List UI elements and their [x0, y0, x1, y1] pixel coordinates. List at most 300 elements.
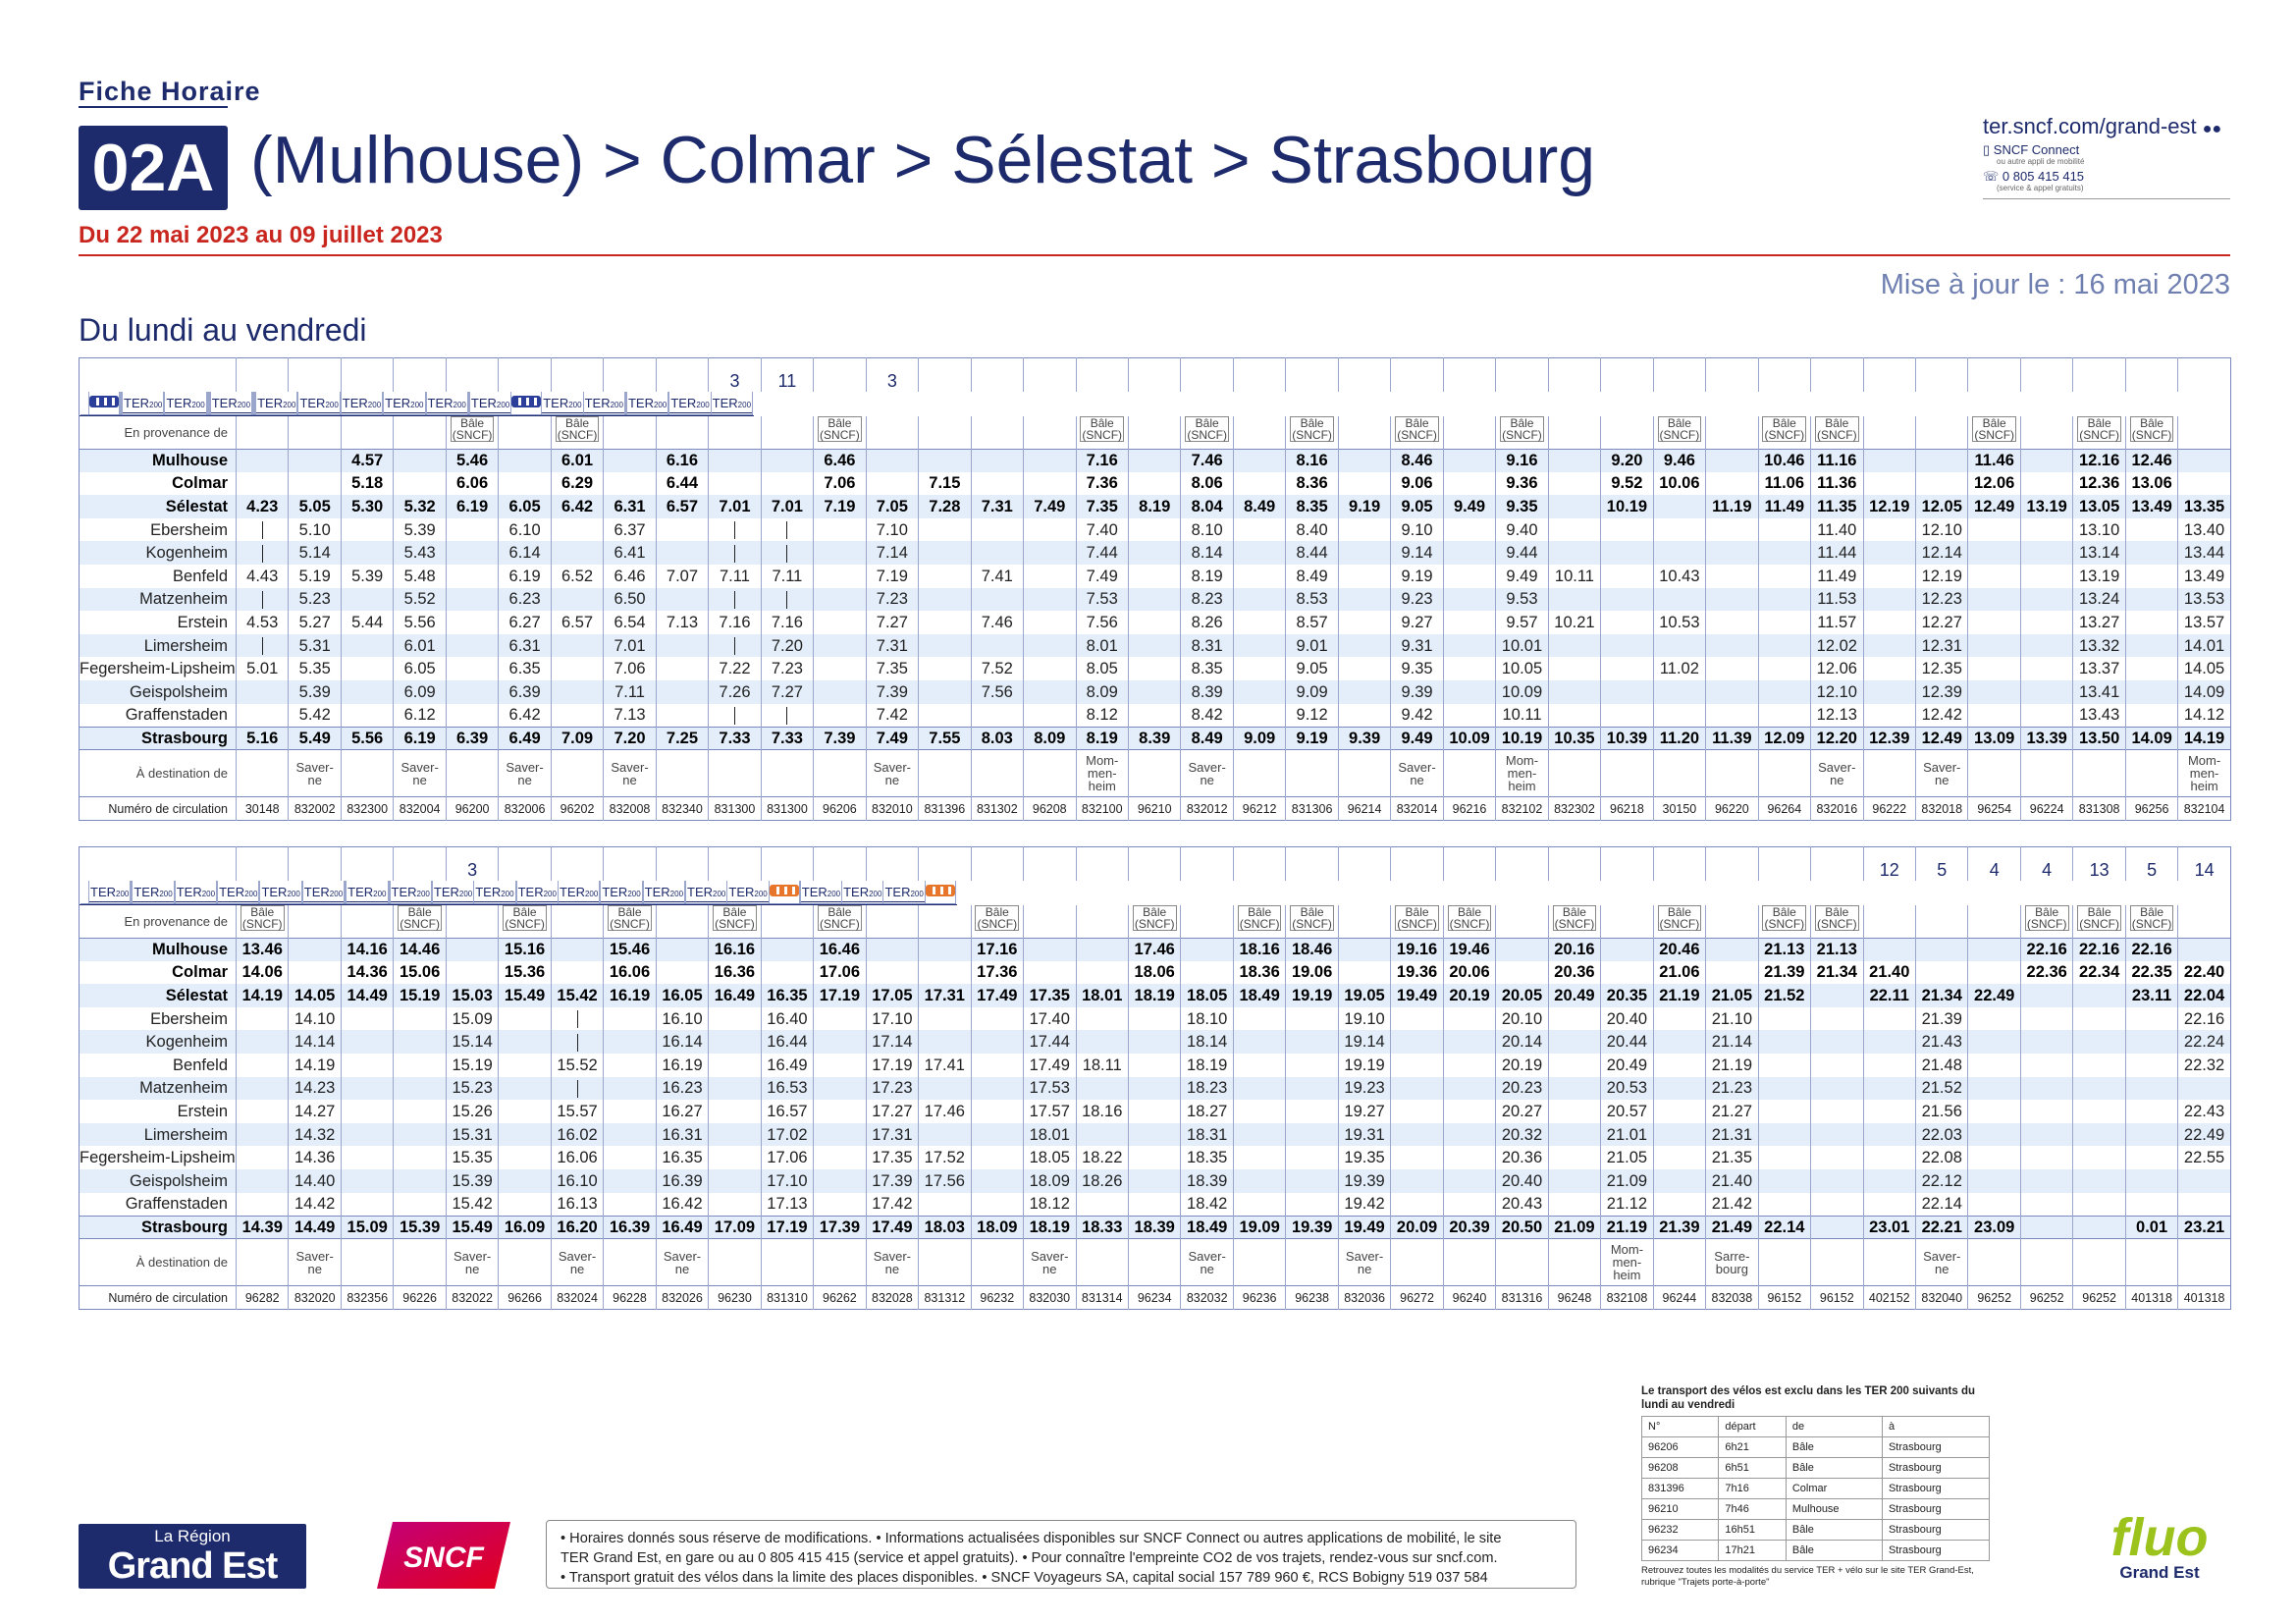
- origin-cell: [656, 416, 708, 449]
- time-cell: 14.36: [341, 961, 393, 985]
- station-row-graffenstaden: [80, 704, 2231, 728]
- time-cell: [1758, 1054, 1810, 1077]
- time-cell: 19.42: [1338, 1193, 1390, 1217]
- time-cell: 20.57: [1601, 1100, 1653, 1123]
- origin-cell: [1601, 416, 1653, 449]
- time-cell: [1706, 938, 1758, 961]
- footnote-ref: [446, 358, 498, 392]
- station-row-colmar: [80, 961, 2231, 985]
- time-cell: 7.06: [814, 472, 866, 496]
- time-cell: [814, 1193, 866, 1217]
- time-cell: [604, 472, 656, 496]
- time-cell: [1128, 657, 1180, 680]
- time-cell: [919, 588, 971, 612]
- time-cell: [2020, 449, 2072, 472]
- time-cell: [709, 1146, 761, 1169]
- time-cell: [1181, 938, 1233, 961]
- time-cell: 7.46: [1181, 449, 1233, 472]
- time-cell: [814, 611, 866, 634]
- pass-through-mark: [786, 521, 787, 539]
- timetable-1: [79, 357, 2231, 821]
- origin-cell: [2178, 416, 2230, 449]
- train-number: 96200: [446, 797, 498, 821]
- destination-cell: [237, 750, 289, 797]
- time-cell: [1233, 1007, 1285, 1031]
- time-cell: 23.11: [2125, 984, 2177, 1007]
- time-cell: [1968, 1146, 2020, 1169]
- train-number: 30150: [1653, 797, 1705, 821]
- train-number: 96152: [1811, 1286, 1863, 1310]
- bike-cell: 96234: [1642, 1541, 1719, 1561]
- time-cell: [971, 1007, 1023, 1031]
- time-cell: [1286, 1193, 1338, 1217]
- train-number: 832032: [1181, 1286, 1233, 1310]
- destination-cell: [1286, 1239, 1338, 1286]
- time-cell: 20.50: [1496, 1216, 1548, 1239]
- time-cell: [1233, 657, 1285, 680]
- time-cell: [919, 565, 971, 588]
- time-cell: [971, 1054, 1023, 1077]
- time-cell: [2125, 634, 2177, 658]
- time-cell: 8.12: [1076, 704, 1128, 728]
- time-cell: [919, 1123, 971, 1147]
- footnote-ref: [919, 847, 971, 881]
- train-number: 832002: [289, 797, 341, 821]
- time-cell: 4.43: [237, 565, 289, 588]
- time-cell: [1758, 1030, 1810, 1054]
- time-cell: 7.22: [709, 657, 761, 680]
- website-link[interactable]: ter.sncf.com/grand-est: [1983, 114, 2197, 138]
- time-cell: [2020, 1100, 2072, 1123]
- station-name: Benfeld: [173, 1056, 228, 1074]
- time-cell: 19.19: [1286, 984, 1338, 1007]
- time-cell: [604, 1100, 656, 1123]
- destination-cell: [1443, 1239, 1495, 1286]
- time-cell: 8.01: [1076, 634, 1128, 658]
- time-cell: [1076, 938, 1128, 961]
- time-cell: [2073, 1030, 2125, 1054]
- time-cell: 18.39: [1181, 1169, 1233, 1193]
- time-cell: 12.13: [1811, 704, 1863, 728]
- time-cell: [446, 541, 498, 565]
- time-cell: 11.39: [1706, 727, 1758, 750]
- time-cell: 19.49: [1338, 1216, 1390, 1239]
- time-cell: 20.10: [1496, 1007, 1548, 1031]
- note-row: [80, 847, 2231, 881]
- train-number: 832020: [289, 1286, 341, 1310]
- time-cell: [971, 1123, 1023, 1147]
- service-cell: [341, 392, 382, 415]
- time-cell: 9.19: [1391, 565, 1443, 588]
- time-cell: 6.23: [499, 588, 551, 612]
- time-cell: [709, 1054, 761, 1077]
- service-cell: [643, 881, 684, 904]
- footnote-ref: [971, 847, 1023, 881]
- time-cell: 7.49: [1024, 495, 1076, 518]
- origin-name: Bâle (SNCF): [1659, 905, 1700, 931]
- service-cell: [583, 392, 624, 415]
- footnote-ref: 5: [2125, 847, 2177, 881]
- footnote-ref: [1076, 847, 1128, 881]
- time-cell: [709, 1007, 761, 1031]
- ter200-icon: TER200: [165, 397, 205, 413]
- time-cell: [1233, 472, 1285, 496]
- time-cell: 15.06: [394, 961, 446, 985]
- origin-cell: [499, 416, 551, 449]
- time-cell: [814, 541, 866, 565]
- time-cell: [394, 1169, 446, 1193]
- time-cell: 7.16: [709, 611, 761, 634]
- general-notes: [546, 1520, 1576, 1589]
- time-cell: [656, 588, 708, 612]
- station-row-matzenheim: [80, 588, 2231, 612]
- destination-cell: Saver- ne: [866, 1239, 918, 1286]
- bike-cell: 831396: [1642, 1479, 1719, 1499]
- time-cell: 14.42: [289, 1193, 341, 1217]
- time-cell: 22.40: [2178, 961, 2230, 985]
- origin-name: Bâle (SNCF): [505, 905, 545, 931]
- time-cell: 12.39: [1916, 680, 1968, 704]
- service-cell: [601, 881, 642, 904]
- train-number: 96222: [1863, 797, 1915, 821]
- train-number: 832006: [499, 797, 551, 821]
- station-name: Strasbourg: [80, 727, 237, 750]
- ter200-icon: TER200: [542, 397, 582, 413]
- time-cell: 7.49: [1076, 565, 1128, 588]
- destination-cell: Mom- men- heim: [1496, 750, 1548, 797]
- time-cell: 21.40: [1863, 961, 1915, 985]
- time-cell: 7.16: [1076, 449, 1128, 472]
- time-cell: [1863, 704, 1915, 728]
- time-cell: [499, 1100, 551, 1123]
- footnote-ref: [551, 847, 603, 881]
- time-cell: [551, 518, 603, 542]
- time-cell: 15.42: [551, 984, 603, 1007]
- time-cell: [1024, 588, 1076, 612]
- destination-cell: [1128, 1239, 1180, 1286]
- time-cell: 21.14: [1706, 1030, 1758, 1054]
- time-cell: 21.34: [1916, 984, 1968, 1007]
- time-cell: 8.49: [1233, 495, 1285, 518]
- destination-cell: [2073, 1239, 2125, 1286]
- bike-cell: Bâle: [1786, 1520, 1882, 1541]
- time-cell: [2125, 1007, 2177, 1031]
- destination-cell: [1233, 1239, 1285, 1286]
- footnote-ref: [1601, 358, 1653, 392]
- time-cell: [919, 704, 971, 728]
- time-cell: 21.52: [1916, 1077, 1968, 1101]
- station-name: Kogenheim: [80, 541, 237, 565]
- time-cell: 0.01: [2125, 1216, 2177, 1239]
- time-cell: 7.42: [866, 704, 918, 728]
- time-cell: [971, 541, 1023, 565]
- time-cell: 6.37: [604, 518, 656, 542]
- time-cell: [499, 1146, 551, 1169]
- time-cell: 14.32: [289, 1123, 341, 1147]
- time-cell: [1024, 657, 1076, 680]
- time-cell: [1601, 565, 1653, 588]
- station-row-mulhouse: [80, 449, 2231, 472]
- time-cell: 21.09: [1601, 1169, 1653, 1193]
- time-cell: [341, 1193, 393, 1217]
- time-cell: [709, 634, 761, 658]
- footnote-ref: [394, 847, 446, 881]
- time-cell: 18.49: [1181, 1216, 1233, 1239]
- time-cell: 13.35: [2178, 495, 2230, 518]
- footnote-ref: [1338, 847, 1390, 881]
- time-cell: [2125, 1100, 2177, 1123]
- time-cell: 7.25: [656, 727, 708, 750]
- bike-cell: Mulhouse: [1786, 1499, 1882, 1520]
- time-cell: 21.48: [1916, 1054, 1968, 1077]
- time-cell: [1706, 961, 1758, 985]
- footnote-ref: [1496, 358, 1548, 392]
- origin-cell: [971, 416, 1023, 449]
- time-cell: 5.39: [394, 518, 446, 542]
- bus-icon: [770, 885, 799, 896]
- station-name: Kogenheim: [80, 1030, 237, 1054]
- time-cell: 19.39: [1286, 1216, 1338, 1239]
- bike-cell: 16h51: [1719, 1520, 1786, 1541]
- time-cell: [1968, 1030, 2020, 1054]
- time-cell: [1968, 634, 2020, 658]
- footnote-ref: [1968, 358, 2020, 392]
- station-row-s-lestat: [80, 495, 2231, 518]
- time-cell: [604, 449, 656, 472]
- time-cell: 22.14: [1758, 1216, 1810, 1239]
- time-cell: [1863, 657, 1915, 680]
- pass-through-mark: [734, 637, 735, 655]
- time-cell: 7.23: [761, 657, 813, 680]
- service-cell: [347, 881, 388, 904]
- ter200-icon: TER200: [347, 886, 387, 902]
- destination-cell: [1863, 750, 1915, 797]
- time-cell: 16.06: [604, 961, 656, 985]
- time-cell: [1338, 541, 1390, 565]
- footnote-ref: 13: [2073, 847, 2125, 881]
- footnote-ref: [604, 847, 656, 881]
- train-number: 831314: [1076, 1286, 1128, 1310]
- station-row-fegersheim-lipsheim: [80, 657, 2231, 680]
- time-cell: [1758, 1123, 1810, 1147]
- time-cell: [919, 657, 971, 680]
- origin-cell: [1758, 416, 1810, 449]
- footnote-ref: [1811, 358, 1863, 392]
- time-cell: 22.43: [2178, 1100, 2230, 1123]
- origin-cell: [341, 905, 393, 938]
- time-cell: 20.05: [1496, 984, 1548, 1007]
- time-cell: 18.14: [1181, 1030, 1233, 1054]
- row-label-empty: [80, 358, 237, 392]
- time-cell: [709, 1077, 761, 1101]
- time-cell: 8.19: [1181, 565, 1233, 588]
- time-cell: [2178, 1077, 2230, 1101]
- time-cell: 6.19: [394, 727, 446, 750]
- time-cell: 14.10: [289, 1007, 341, 1031]
- time-cell: 15.52: [551, 1054, 603, 1077]
- time-cell: 7.33: [709, 727, 761, 750]
- origin-cell: [709, 905, 761, 938]
- time-cell: 14.12: [2178, 704, 2230, 728]
- origin-cell: [1128, 416, 1180, 449]
- time-cell: [2125, 1030, 2177, 1054]
- time-cell: 15.49: [446, 1216, 498, 1239]
- time-cell: [1706, 634, 1758, 658]
- time-cell: [2178, 1193, 2230, 1217]
- time-cell: [1443, 1146, 1495, 1169]
- time-cell: [1968, 588, 2020, 612]
- time-cell: 15.39: [394, 1216, 446, 1239]
- time-cell: [2125, 1077, 2177, 1101]
- time-cell: [919, 961, 971, 985]
- time-cell: [1863, 565, 1915, 588]
- time-cell: 7.14: [866, 541, 918, 565]
- time-cell: 13.57: [2178, 611, 2230, 634]
- time-cell: [2020, 984, 2072, 1007]
- pass-through-mark: [577, 1010, 578, 1028]
- time-cell: 4.23: [237, 495, 289, 518]
- time-cell: [551, 704, 603, 728]
- time-cell: 4.57: [341, 449, 393, 472]
- time-cell: [1128, 1123, 1180, 1147]
- time-cell: 15.16: [499, 938, 551, 961]
- time-cell: 18.12: [1024, 1193, 1076, 1217]
- time-cell: 12.19: [1863, 495, 1915, 518]
- destination-cell: [1338, 750, 1390, 797]
- time-cell: [1233, 588, 1285, 612]
- time-cell: 21.19: [1601, 1216, 1653, 1239]
- origin-name: Bâle (SNCF): [557, 416, 598, 442]
- service-cell: [218, 881, 259, 904]
- time-cell: 13.32: [2073, 634, 2125, 658]
- time-cell: 6.19: [446, 495, 498, 518]
- origin-cell: [1548, 416, 1600, 449]
- sncf-logo-text: SNCF: [403, 1542, 484, 1574]
- time-cell: [1863, 1123, 1915, 1147]
- origin-cell: [656, 905, 708, 938]
- time-cell: 13.24: [2073, 588, 2125, 612]
- time-cell: 18.22: [1076, 1146, 1128, 1169]
- time-cell: [237, 1193, 289, 1217]
- footnote-ref: [1233, 847, 1285, 881]
- destination-label: À destination de: [80, 750, 237, 797]
- time-cell: 7.39: [814, 727, 866, 750]
- time-cell: [499, 1077, 551, 1101]
- destination-cell: Saver- ne: [289, 1239, 341, 1286]
- time-cell: 5.14: [289, 541, 341, 565]
- footnote-ref: [1811, 847, 1863, 881]
- footnote-ref: [499, 358, 551, 392]
- time-cell: 6.44: [656, 472, 708, 496]
- time-cell: 5.56: [341, 727, 393, 750]
- time-cell: [1548, 472, 1600, 496]
- time-cell: [446, 704, 498, 728]
- bike-row: [1642, 1541, 1990, 1561]
- time-cell: [1758, 1146, 1810, 1169]
- time-cell: 13.46: [237, 938, 289, 961]
- time-cell: 15.42: [446, 1193, 498, 1217]
- time-cell: [656, 704, 708, 728]
- destination-cell: [1548, 1239, 1600, 1286]
- time-cell: [1286, 1169, 1338, 1193]
- time-cell: [551, 680, 603, 704]
- footnote-ref: [1706, 358, 1758, 392]
- time-cell: [2020, 1007, 2072, 1031]
- time-cell: 6.46: [604, 565, 656, 588]
- time-cell: 17.02: [761, 1123, 813, 1147]
- time-cell: [1548, 518, 1600, 542]
- time-cell: 12.23: [1916, 588, 1968, 612]
- region-logo-main: Grand Est: [107, 1545, 278, 1587]
- time-cell: [1601, 704, 1653, 728]
- pass-through-mark: [262, 545, 263, 563]
- service-cell: [542, 392, 583, 415]
- time-cell: [1443, 634, 1495, 658]
- time-cell: [1758, 1100, 1810, 1123]
- bike-table: [1641, 1416, 1990, 1561]
- time-cell: [237, 541, 289, 565]
- time-cell: 8.23: [1181, 588, 1233, 612]
- time-cell: 21.10: [1706, 1007, 1758, 1031]
- time-cell: 17.05: [866, 984, 918, 1007]
- time-cell: 21.09: [1548, 1216, 1600, 1239]
- origin-cell: [1916, 416, 1968, 449]
- time-cell: 21.31: [1706, 1123, 1758, 1147]
- bus-icon: [89, 396, 119, 407]
- time-cell: 21.05: [1706, 984, 1758, 1007]
- time-cell: [1128, 1169, 1180, 1193]
- origin-name: Bâle (SNCF): [820, 416, 860, 442]
- time-cell: 12.42: [1916, 704, 1968, 728]
- time-cell: [1653, 1100, 1705, 1123]
- time-cell: [1443, 1100, 1495, 1123]
- time-cell: 23.09: [1968, 1216, 2020, 1239]
- time-cell: 17.53: [1024, 1077, 1076, 1101]
- time-cell: [1391, 1007, 1443, 1031]
- time-cell: 20.14: [1496, 1030, 1548, 1054]
- time-cell: 14.05: [289, 984, 341, 1007]
- origin-cell: [289, 416, 341, 449]
- time-cell: 6.05: [394, 657, 446, 680]
- service-cell: [800, 881, 841, 904]
- time-cell: 10.09: [1496, 680, 1548, 704]
- time-cell: [604, 1169, 656, 1193]
- origin-name: Bâle (SNCF): [1292, 905, 1332, 931]
- time-cell: [1233, 1123, 1285, 1147]
- time-cell: [1811, 984, 1863, 1007]
- time-cell: 7.31: [866, 634, 918, 658]
- origin-cell: [1653, 416, 1705, 449]
- time-cell: 17.46: [919, 1100, 971, 1123]
- train-number: 832040: [1916, 1286, 1968, 1310]
- footnote-ref: [1338, 358, 1390, 392]
- time-cell: [394, 472, 446, 496]
- destination-cell: Saver- ne: [604, 750, 656, 797]
- time-cell: 12.05: [1916, 495, 1968, 518]
- time-cell: [499, 1169, 551, 1193]
- footnote-ref: 14: [2178, 847, 2230, 881]
- time-cell: 18.36: [1233, 961, 1285, 985]
- bus-icon: [511, 396, 541, 407]
- time-cell: [1024, 472, 1076, 496]
- time-cell: [1706, 680, 1758, 704]
- time-cell: 7.11: [709, 565, 761, 588]
- time-cell: 11.49: [1758, 495, 1810, 518]
- time-cell: [2125, 680, 2177, 704]
- time-cell: 6.12: [394, 704, 446, 728]
- time-cell: [866, 938, 918, 961]
- ter200-icon: TER200: [176, 886, 216, 902]
